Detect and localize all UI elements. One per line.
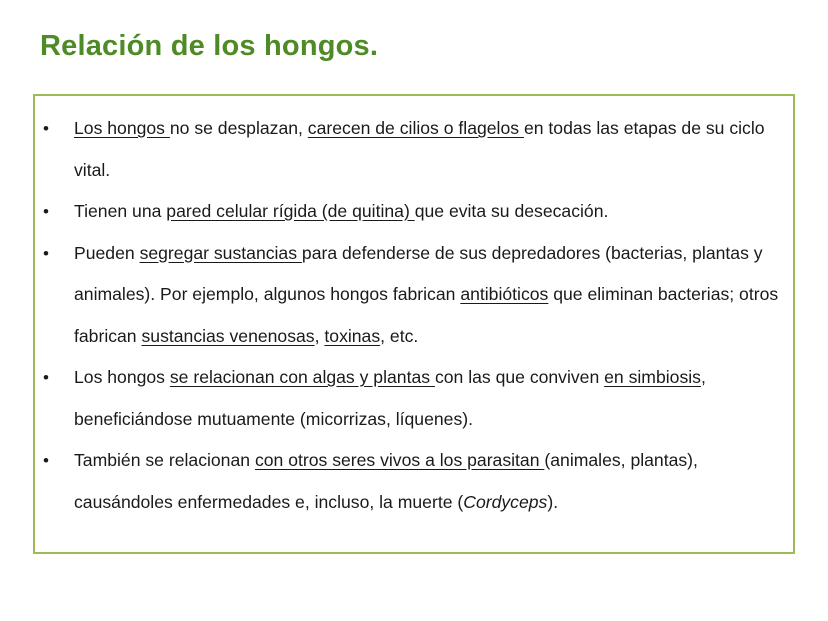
underlined-text: Los hongos <box>74 118 170 138</box>
text-span: con las que conviven <box>434 367 605 387</box>
bullet-icon: • <box>43 451 49 470</box>
underlined-text: antibióticos <box>460 284 549 304</box>
text-span: para defenderse de sus depredadores (bacterias, plantas y animales). Por ejemplo, algunos hongos fabrican <box>74 242 763 304</box>
underlined-text: segregar sustancias <box>139 242 302 263</box>
bullet-item <box>35 440 793 523</box>
bullet-icon: • <box>43 119 49 138</box>
text-span: que evita su desecación. <box>414 201 609 221</box>
underlined-text: sustancias venenosas <box>141 325 315 346</box>
bullet-icon: • <box>43 368 49 387</box>
underlined-text: toxinas <box>324 325 381 346</box>
underlined-text: pared celular rígida (de quitina) <box>166 201 415 221</box>
text-span: Pueden <box>74 242 140 263</box>
text-span: , etc. <box>380 325 419 346</box>
text-span: no se desplazan, <box>169 118 308 138</box>
text-span: , <box>314 325 325 346</box>
text-span: También se relacionan <box>74 450 255 470</box>
bullet-item <box>35 233 793 358</box>
italic-text: Cordyceps <box>463 491 548 512</box>
bullet-list <box>35 108 793 523</box>
underlined-text: carecen de cilios o flagelos <box>307 118 524 138</box>
content-box <box>33 94 795 554</box>
bullet-icon: • <box>43 243 49 263</box>
text-span: Los hongos <box>74 367 170 387</box>
text-span: que eliminan bacterias; otros fabrican <box>74 284 779 346</box>
text-span: , beneficiándose mutuamente (micorrizas, líquenes). <box>74 367 706 429</box>
slide-title: Relación de los hongos. <box>40 30 379 62</box>
bullet-item <box>35 191 793 233</box>
bullet-icon: • <box>43 202 49 221</box>
bullet-item <box>35 357 793 440</box>
underlined-text: se relacionan con algas y plantas <box>169 367 435 387</box>
text-span: en todas las etapas de su ciclo vital. <box>74 118 765 180</box>
bullet-item <box>35 108 793 191</box>
text-span: ). <box>547 491 559 512</box>
underlined-text: en simbiosis <box>604 367 701 387</box>
text-span: Tienen una <box>74 201 167 221</box>
text-span: (animales, plantas), causándoles enfermedades e, incluso, la muerte ( <box>74 450 698 512</box>
underlined-text: con otros seres vivos a los parasitan <box>254 450 545 470</box>
